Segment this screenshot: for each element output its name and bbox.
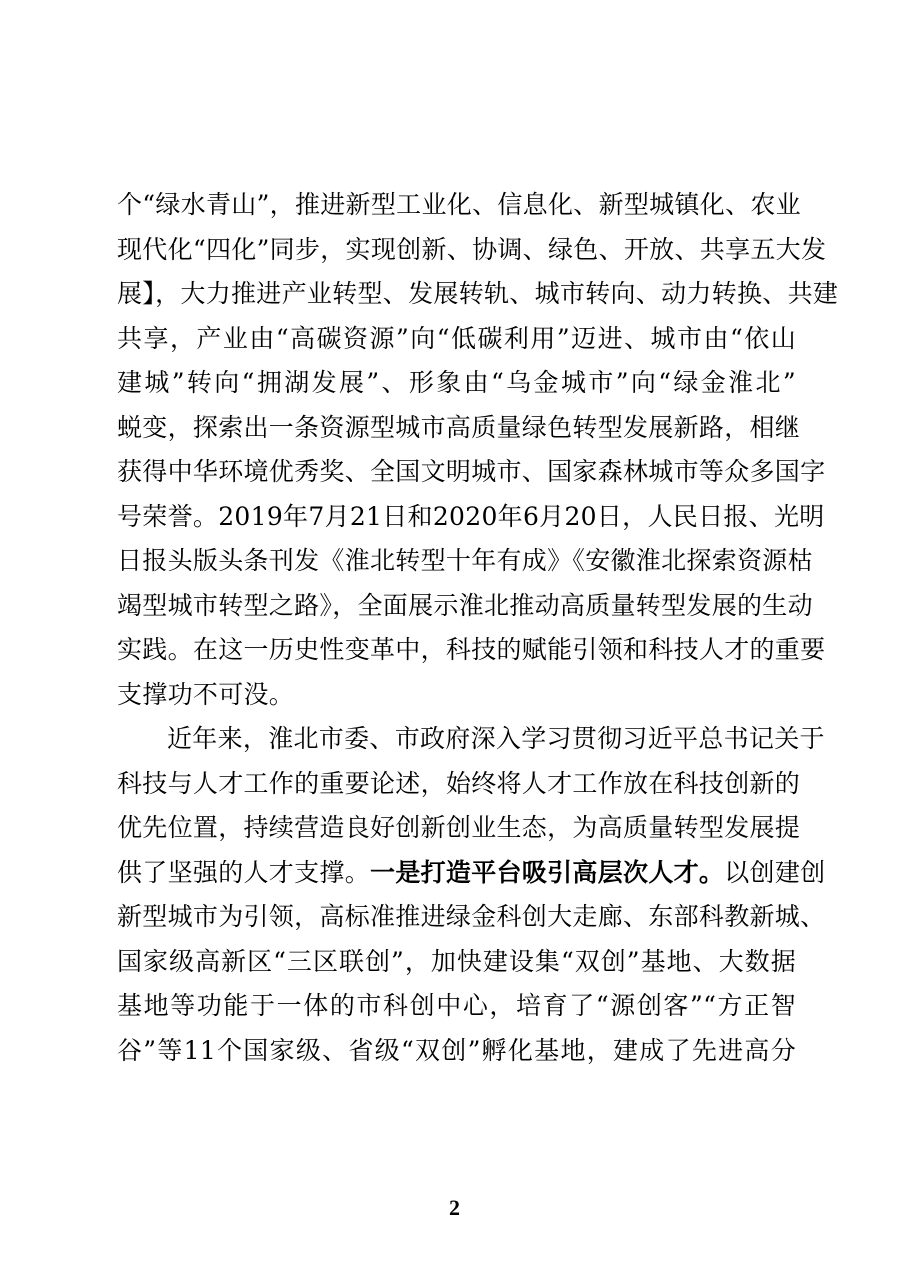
text-line: 竭型城市转型之路》，全面展示淮北推动高质量转型发展的生动 [117,590,813,620]
text-run: 以创建创 [724,857,826,887]
text-line: 基地等功能于一体的市科创中心，培育了“源创客”“方正智 [117,991,796,1020]
document-body [117,183,839,1073]
text-line-with-emphasis [117,851,826,896]
text-line: 国家级高新区“三区联创”，加快建设集“双创”基地、大数据 [117,946,796,976]
text-line: 日报头版头条刊发《淮北转型十年有成》《安徽淮北探索资源枯 [117,546,813,575]
text-line: 支撑功不可没。 [117,679,295,709]
text-line: 获得中华环境优秀奖、全国文明城市、国家森林城市等众多国字 [117,457,826,486]
text-line: 现代化“四化”同步，实现创新、协调、绿色、开放、共享五大发 [117,234,827,264]
text-line: 科技与人才工作的重要论述，始终将人才工作放在科技创新的 [117,768,801,798]
page-number: 2 [449,1195,460,1220]
text-run: 供了坚强的人才支撑。 [117,857,371,887]
paragraph-2 [117,717,826,1073]
text-line: 谷”等11个国家级、省级“双创”孵化基地，建成了先进高分 [117,1035,796,1065]
text-line: 建城”转向“拥湖发展”、形象由“乌金城市”向“绿金淮北” [117,368,796,397]
text-line: 蜕变，探索出一条资源型城市高质量绿色转型发展新路，相继 [117,412,801,442]
text-line: 实践。在这一历史性变革中，科技的赋能引领和科技人才的重要 [117,635,826,664]
paragraph-1 [117,183,839,717]
text-line: 优先位置，持续营造良好创新创业生态，为高质量转型发展提 [117,813,801,842]
text-line: 共享，产业由“高碳资源”向“低碳利用”迈进、城市由“依山 [117,323,796,353]
text-line: 近年来，淮北市委、市政府深入学习贯彻习近平总书记关于 [167,724,825,753]
text-line: 新型城市为引领，高标准推进绿金科创大走廊、东部科教新城、 [117,902,826,931]
bold-heading-run: 一是打造平台吸引高层次人才。 [370,857,725,887]
text-line: 号荣誉。2019年7月21日和2020年6月20日，人民日报、光明 [117,501,825,531]
text-line: 展】，大力推进产业转型、发展转轨、城市转向、动力转换、共建 [117,279,839,308]
text-line: 个“绿水青山”，推进新型工业化、信息化、新型城镇化、农业 [117,190,801,219]
